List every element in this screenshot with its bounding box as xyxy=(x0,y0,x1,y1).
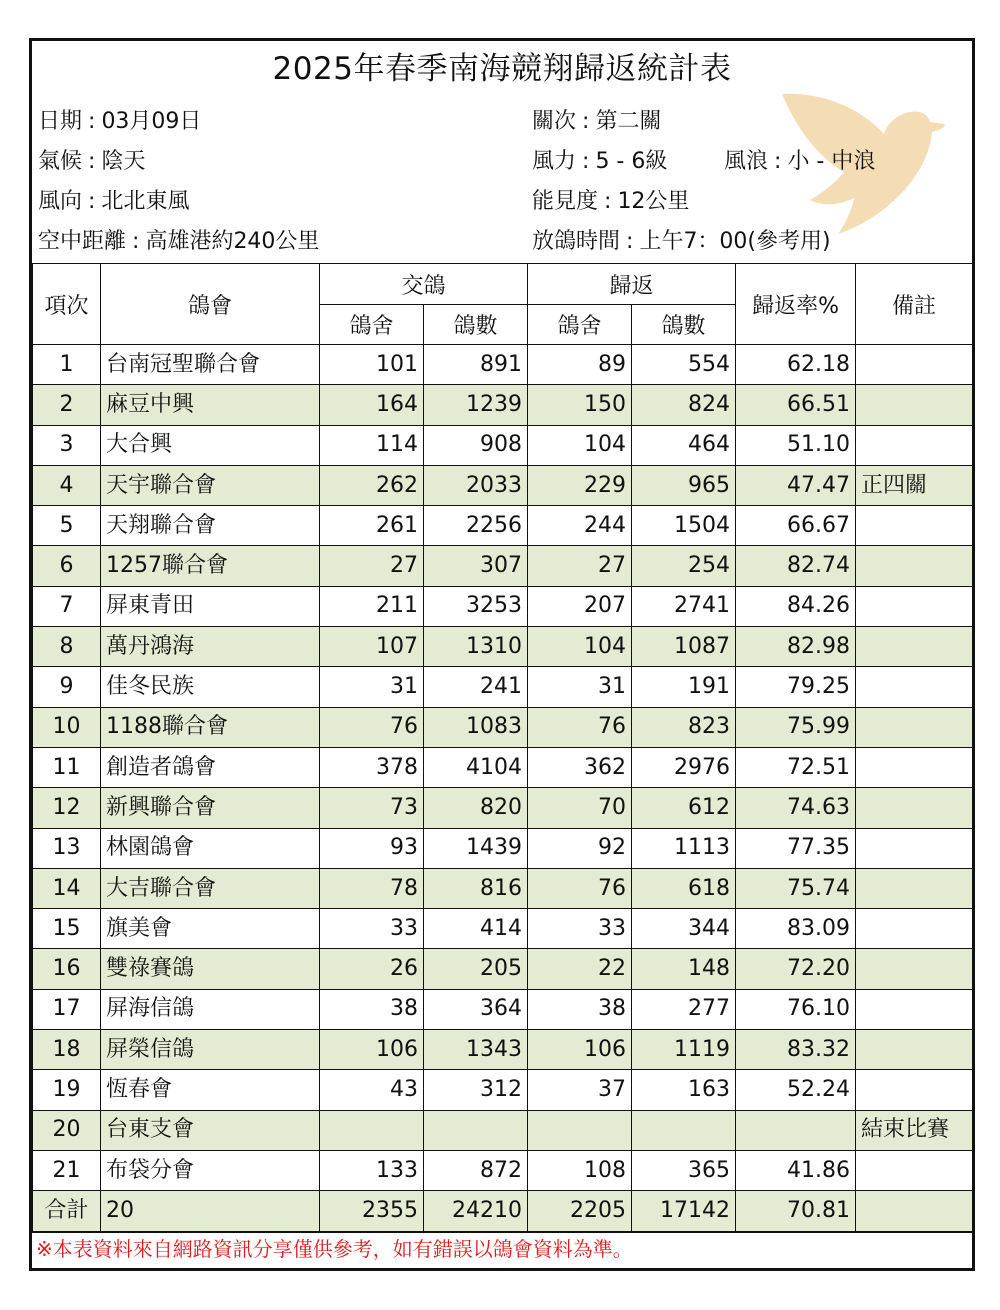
footnote: ※本表資料來自網路資訊分享僅供參考，如有錯誤以鴿會資料為準。 xyxy=(32,1232,972,1268)
club-name-cell: 旗美會 xyxy=(101,909,320,949)
submitted-lofts-cell: 114 xyxy=(320,425,424,465)
row-index-cell: 19 xyxy=(33,1070,101,1110)
remark-cell xyxy=(856,1150,973,1190)
remark-cell xyxy=(856,1070,973,1110)
returned-birds-cell: 277 xyxy=(632,989,736,1029)
table-row xyxy=(33,385,973,425)
submitted-birds-cell: 2033 xyxy=(424,465,528,505)
returned-lofts-cell: 207 xyxy=(528,586,632,626)
club-name-cell: 恆春會 xyxy=(101,1070,320,1110)
remark-cell: 正四關 xyxy=(856,465,973,505)
return-rate-cell: 75.99 xyxy=(736,707,856,747)
returned-birds-cell: 148 xyxy=(632,949,736,989)
remark-cell xyxy=(856,949,973,989)
returned-lofts-cell: 108 xyxy=(528,1150,632,1190)
remark-cell xyxy=(856,385,973,425)
return-rate-cell: 66.51 xyxy=(736,385,856,425)
waves-value: 小 - 中浪 xyxy=(787,149,876,174)
returned-birds-cell: 965 xyxy=(632,465,736,505)
submitted-lofts-cell: 262 xyxy=(320,465,424,505)
submitted-birds-cell: 3253 xyxy=(424,586,528,626)
waves-line: 風浪 : 小 - 中浪 xyxy=(724,149,876,174)
table-row xyxy=(33,667,973,707)
remark-cell xyxy=(856,627,973,667)
visibility-value: 12公里 xyxy=(617,189,690,214)
submitted-lofts-cell: 73 xyxy=(320,788,424,828)
release-time-line: 放鴿時間 : 上午7：00(參考用) xyxy=(532,229,831,254)
submitted-birds-cell: 2256 xyxy=(424,506,528,546)
submitted-birds-cell: 872 xyxy=(424,1150,528,1190)
club-name-cell: 屏東青田 xyxy=(101,586,320,626)
weather-line: 氣候 : 陰天 xyxy=(38,149,146,174)
table-row xyxy=(33,788,973,828)
returned-lofts-cell: 229 xyxy=(528,465,632,505)
returned-birds-cell: 2741 xyxy=(632,586,736,626)
returned-lofts-cell: 31 xyxy=(528,667,632,707)
remark-cell xyxy=(856,345,973,385)
submitted-lofts-cell: 378 xyxy=(320,747,424,787)
club-name-cell: 大合興 xyxy=(101,425,320,465)
submitted-birds-cell: 4104 xyxy=(424,747,528,787)
total-label-cell: 合計 xyxy=(33,1191,101,1231)
row-index-cell: 1 xyxy=(33,345,101,385)
submitted-birds-cell: 307 xyxy=(424,546,528,586)
submitted-birds-cell: 241 xyxy=(424,667,528,707)
returned-birds-cell: 1087 xyxy=(632,627,736,667)
weather-label: 氣候 xyxy=(38,149,83,174)
returned-lofts-cell: 104 xyxy=(528,627,632,667)
returned-birds-cell: 2976 xyxy=(632,747,736,787)
returned-lofts-cell: 38 xyxy=(528,989,632,1029)
table-row xyxy=(33,989,973,1029)
submitted-birds-cell: 364 xyxy=(424,989,528,1029)
row-index-cell: 4 xyxy=(33,465,101,505)
submitted-lofts-cell: 43 xyxy=(320,1070,424,1110)
row-index-cell: 2 xyxy=(33,385,101,425)
submitted-lofts-cell: 33 xyxy=(320,909,424,949)
club-name-cell: 1257聯合會 xyxy=(101,546,320,586)
row-index-cell: 7 xyxy=(33,586,101,626)
submitted-birds-cell: 1083 xyxy=(424,707,528,747)
col-header-remarks: 備註 xyxy=(856,264,973,345)
stage-label: 關次 xyxy=(532,109,577,134)
returned-lofts-cell: 33 xyxy=(528,909,632,949)
returned-lofts-cell: 76 xyxy=(528,868,632,908)
submitted-lofts-cell: 106 xyxy=(320,1030,424,1070)
submitted-birds-cell: 24210 xyxy=(424,1191,528,1231)
club-name-cell: 1188聯合會 xyxy=(101,707,320,747)
waves-label: 風浪 xyxy=(724,149,769,174)
date-value: 03月09日 xyxy=(101,109,202,134)
returned-lofts-cell: 70 xyxy=(528,788,632,828)
wind-direction-value: 北北東風 xyxy=(101,189,190,214)
wind-direction-line: 風向 : 北北東風 xyxy=(38,189,190,214)
submitted-lofts-cell: 2355 xyxy=(320,1191,424,1231)
returned-lofts-cell: 150 xyxy=(528,385,632,425)
submitted-lofts-cell: 261 xyxy=(320,506,424,546)
row-index-cell: 16 xyxy=(33,949,101,989)
club-name-cell: 屏榮信鴿 xyxy=(101,1030,320,1070)
submitted-lofts-cell: 76 xyxy=(320,707,424,747)
row-index-cell: 12 xyxy=(33,788,101,828)
remark-cell xyxy=(856,546,973,586)
submitted-birds-cell: 414 xyxy=(424,909,528,949)
row-index-cell: 15 xyxy=(33,909,101,949)
club-name-cell: 天宇聯合會 xyxy=(101,465,320,505)
date-label: 日期 xyxy=(38,109,83,134)
return-rate-cell: 75.74 xyxy=(736,868,856,908)
table-row xyxy=(33,707,973,747)
stage-value: 第二關 xyxy=(595,109,662,134)
returned-lofts-cell xyxy=(528,1110,632,1150)
row-index-cell: 21 xyxy=(33,1150,101,1190)
return-rate-cell xyxy=(736,1110,856,1150)
return-rate-cell: 51.10 xyxy=(736,425,856,465)
row-index-cell: 10 xyxy=(33,707,101,747)
remark-cell xyxy=(856,989,973,1029)
submitted-lofts-cell: 38 xyxy=(320,989,424,1029)
row-index-cell: 13 xyxy=(33,828,101,868)
returned-birds-cell: 554 xyxy=(632,345,736,385)
row-index-cell: 9 xyxy=(33,667,101,707)
row-index-cell: 18 xyxy=(33,1030,101,1070)
col-header-rate: 歸返率% xyxy=(736,264,856,345)
returned-birds-cell: 191 xyxy=(632,667,736,707)
club-name-cell: 天翔聯合會 xyxy=(101,506,320,546)
returned-birds-cell: 464 xyxy=(632,425,736,465)
col-header-submitted-birds: 鴿數 xyxy=(424,305,528,345)
submitted-birds-cell: 820 xyxy=(424,788,528,828)
remark-cell: 結束比賽 xyxy=(856,1110,973,1150)
release-time-value: 上午7：00(參考用) xyxy=(639,229,831,254)
returned-birds-cell: 618 xyxy=(632,868,736,908)
remark-cell xyxy=(856,828,973,868)
returned-birds-cell: 344 xyxy=(632,909,736,949)
row-index-cell: 17 xyxy=(33,989,101,1029)
page-title: 2025年春季南海競翔歸返統計表 xyxy=(272,51,732,87)
row-index-cell: 20 xyxy=(33,1110,101,1150)
air-distance-value: 高雄港約240公里 xyxy=(145,229,320,254)
release-time-label: 放鴿時間 xyxy=(532,229,621,254)
remark-cell xyxy=(856,707,973,747)
submitted-lofts-cell: 26 xyxy=(320,949,424,989)
return-rate-cell: 77.35 xyxy=(736,828,856,868)
date-line: 日期 : 03月09日 xyxy=(38,109,202,134)
club-name-cell: 台東支會 xyxy=(101,1110,320,1150)
wind-force-line: 風力 : 5 - 6級 xyxy=(532,149,668,174)
visibility-label: 能見度 xyxy=(532,189,599,214)
table-row xyxy=(33,868,973,908)
wind-force-label: 風力 xyxy=(532,149,577,174)
table-body xyxy=(33,345,973,1232)
return-rate-cell: 82.98 xyxy=(736,627,856,667)
col-header-returned-birds: 鴿數 xyxy=(632,305,736,345)
returned-birds-cell: 17142 xyxy=(632,1191,736,1231)
wind-direction-label: 風向 xyxy=(38,189,83,214)
returned-birds-cell xyxy=(632,1110,736,1150)
returned-birds-cell: 823 xyxy=(632,707,736,747)
sheet-header xyxy=(32,41,972,263)
submitted-lofts-cell: 164 xyxy=(320,385,424,425)
submitted-birds-cell: 1239 xyxy=(424,385,528,425)
returned-lofts-cell: 106 xyxy=(528,1030,632,1070)
total-row xyxy=(33,1191,973,1231)
submitted-birds-cell: 816 xyxy=(424,868,528,908)
table-row xyxy=(33,627,973,667)
submitted-lofts-cell: 133 xyxy=(320,1150,424,1190)
submitted-birds-cell: 908 xyxy=(424,425,528,465)
weather-value: 陰天 xyxy=(101,149,146,174)
returned-lofts-cell: 37 xyxy=(528,1070,632,1110)
club-name-cell: 布袋分會 xyxy=(101,1150,320,1190)
table-row xyxy=(33,828,973,868)
club-name-cell: 屏海信鴿 xyxy=(101,989,320,1029)
returned-birds-cell: 365 xyxy=(632,1150,736,1190)
table-row xyxy=(33,949,973,989)
row-index-cell: 14 xyxy=(33,868,101,908)
club-name-cell: 創造者鴿會 xyxy=(101,747,320,787)
submitted-lofts-cell: 107 xyxy=(320,627,424,667)
submitted-birds-cell: 1343 xyxy=(424,1030,528,1070)
table-row xyxy=(33,1110,973,1150)
table-row xyxy=(33,425,973,465)
header-row xyxy=(33,264,973,305)
returned-lofts-cell: 27 xyxy=(528,546,632,586)
remark-cell xyxy=(856,1030,973,1070)
remark-cell xyxy=(856,909,973,949)
returned-lofts-cell: 22 xyxy=(528,949,632,989)
row-index-cell: 11 xyxy=(33,747,101,787)
returned-lofts-cell: 244 xyxy=(528,506,632,546)
table-row xyxy=(33,1070,973,1110)
col-header-returned-lofts: 鴿舍 xyxy=(528,305,632,345)
statistics-sheet xyxy=(29,38,975,1271)
club-name-cell: 大吉聯合會 xyxy=(101,868,320,908)
return-rate-cell: 52.24 xyxy=(736,1070,856,1110)
submitted-birds-cell: 891 xyxy=(424,345,528,385)
remark-cell xyxy=(856,506,973,546)
return-rate-cell: 72.20 xyxy=(736,949,856,989)
table-row xyxy=(33,465,973,505)
row-index-cell: 5 xyxy=(33,506,101,546)
air-distance-line: 空中距離 : 高雄港約240公里 xyxy=(38,229,320,254)
club-name-cell: 萬丹鴻海 xyxy=(101,627,320,667)
return-rate-cell: 83.32 xyxy=(736,1030,856,1070)
submitted-birds-cell: 205 xyxy=(424,949,528,989)
club-name-cell: 20 xyxy=(101,1191,320,1231)
remark-cell xyxy=(856,1191,973,1231)
returned-lofts-cell: 89 xyxy=(528,345,632,385)
returned-lofts-cell: 104 xyxy=(528,425,632,465)
remark-cell xyxy=(856,667,973,707)
col-header-submitted-lofts: 鴿舍 xyxy=(320,305,424,345)
table-row xyxy=(33,1030,973,1070)
submitted-birds-cell: 1310 xyxy=(424,627,528,667)
row-index-cell: 3 xyxy=(33,425,101,465)
remark-cell xyxy=(856,747,973,787)
table-row xyxy=(33,546,973,586)
table-row xyxy=(33,747,973,787)
air-distance-label: 空中距離 xyxy=(38,229,127,254)
club-name-cell: 佳冬民族 xyxy=(101,667,320,707)
return-rate-cell: 41.86 xyxy=(736,1150,856,1190)
submitted-birds-cell: 312 xyxy=(424,1070,528,1110)
returned-lofts-cell: 362 xyxy=(528,747,632,787)
returned-birds-cell: 824 xyxy=(632,385,736,425)
return-rate-cell: 72.51 xyxy=(736,747,856,787)
table-row xyxy=(33,1150,973,1190)
return-rate-cell: 84.26 xyxy=(736,586,856,626)
table-row xyxy=(33,345,973,385)
table-row xyxy=(33,506,973,546)
submitted-lofts-cell: 211 xyxy=(320,586,424,626)
table-row xyxy=(33,586,973,626)
submitted-lofts-cell xyxy=(320,1110,424,1150)
return-rate-cell: 83.09 xyxy=(736,909,856,949)
return-rate-cell: 70.81 xyxy=(736,1191,856,1231)
returned-birds-cell: 612 xyxy=(632,788,736,828)
table-row xyxy=(33,909,973,949)
remark-cell xyxy=(856,868,973,908)
submitted-lofts-cell: 93 xyxy=(320,828,424,868)
return-rate-cell: 76.10 xyxy=(736,989,856,1029)
returned-lofts-cell: 76 xyxy=(528,707,632,747)
submitted-lofts-cell: 101 xyxy=(320,345,424,385)
return-statistics-table xyxy=(32,263,973,1232)
return-rate-cell: 74.63 xyxy=(736,788,856,828)
club-name-cell: 林園鴿會 xyxy=(101,828,320,868)
row-index-cell: 6 xyxy=(33,546,101,586)
club-name-cell: 麻豆中興 xyxy=(101,385,320,425)
remark-cell xyxy=(856,586,973,626)
submitted-lofts-cell: 31 xyxy=(320,667,424,707)
col-header-index: 項次 xyxy=(33,264,101,345)
visibility-line: 能見度 : 12公里 xyxy=(532,189,690,214)
returned-lofts-cell: 92 xyxy=(528,828,632,868)
row-index-cell: 8 xyxy=(33,627,101,667)
returned-lofts-cell: 2205 xyxy=(528,1191,632,1231)
returned-birds-cell: 1119 xyxy=(632,1030,736,1070)
return-rate-cell: 82.74 xyxy=(736,546,856,586)
submitted-birds-cell xyxy=(424,1110,528,1150)
submitted-lofts-cell: 27 xyxy=(320,546,424,586)
submitted-birds-cell: 1439 xyxy=(424,828,528,868)
return-rate-cell: 47.47 xyxy=(736,465,856,505)
remark-cell xyxy=(856,425,973,465)
return-rate-cell: 79.25 xyxy=(736,667,856,707)
club-name-cell: 新興聯合會 xyxy=(101,788,320,828)
return-rate-cell: 62.18 xyxy=(736,345,856,385)
remark-cell xyxy=(856,788,973,828)
col-header-submitted: 交鴿 xyxy=(320,264,528,305)
returned-birds-cell: 1504 xyxy=(632,506,736,546)
returned-birds-cell: 163 xyxy=(632,1070,736,1110)
return-rate-cell: 66.67 xyxy=(736,506,856,546)
returned-birds-cell: 1113 xyxy=(632,828,736,868)
stage-line: 關次 : 第二關 xyxy=(532,109,662,134)
returned-birds-cell: 254 xyxy=(632,546,736,586)
submitted-lofts-cell: 78 xyxy=(320,868,424,908)
club-name-cell: 雙祿賽鴿 xyxy=(101,949,320,989)
club-name-cell: 台南冠聖聯合會 xyxy=(101,345,320,385)
col-header-club: 鴿會 xyxy=(101,264,320,345)
wind-force-value: 5 - 6級 xyxy=(595,149,668,174)
col-header-returned: 歸返 xyxy=(528,264,736,305)
